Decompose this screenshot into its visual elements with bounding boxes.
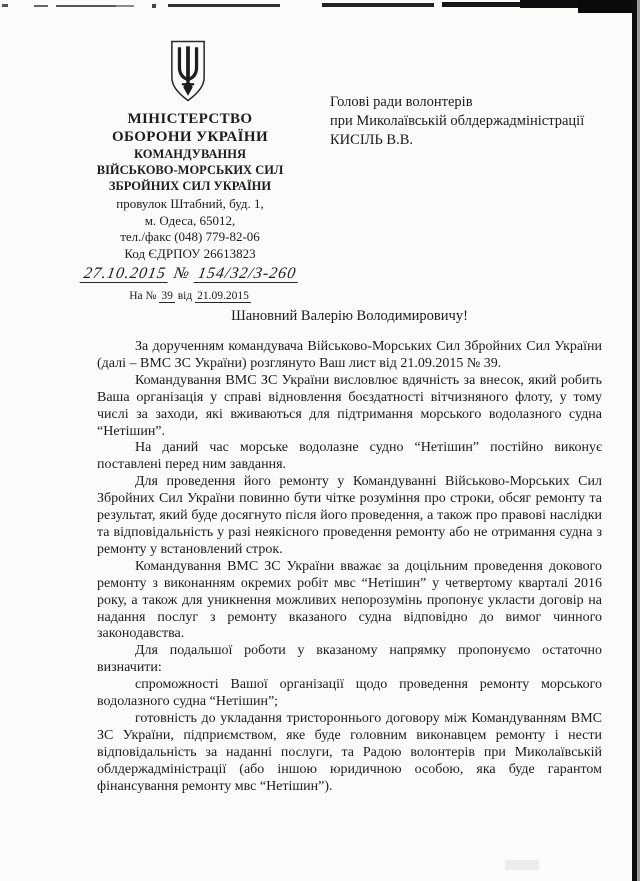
- body-paragraph: Командування ВМС ЗС України висловлює вдячність за внесок, який робить Ваша організація у справі відновлення боєздатності вітчизняного флоту, у тому числі за заходи, які вживаються для підтримання морського водолазного судна “Нетішин”.: [97, 372, 602, 439]
- body-paragraph: За дорученням командувача Військово-Морських Сил Збройних Сил України (далі – ВМС ЗС України) розглянуто Ваш лист від 21.09.2015 № 39.: [97, 339, 602, 371]
- letterhead: [50, 110, 330, 303]
- outgoing-number: 154/32/3-260: [194, 265, 301, 283]
- addressee-line: при Миколаївській облдержадміністрації: [330, 113, 585, 129]
- body-paragraph: Для проведення його ремонту у Командуванні Військово-Морських Сил Збройних Сил України повинно бути чітке розуміння про строки, обсяг ремонту та результат, який буде досягнуто після його проведення, а також про правові наслідки та відповідальність у разі неякісного проведення ремонту або не отримання судна з ремонту у встановлений строк.: [97, 474, 602, 557]
- scan-artifact: [505, 860, 539, 870]
- scan-artifact: [34, 5, 48, 7]
- letterhead-address-line: м. Одеса, 65012,: [144, 212, 236, 228]
- letterhead-address-line: провулок Штабний, буд. 1,: [116, 196, 264, 211]
- scan-artifact: [152, 4, 156, 8]
- command-name-line: ВІЙСЬКОВО-МОРСЬКИХ СИЛ: [96, 163, 284, 177]
- reference-label: На №: [129, 290, 157, 302]
- addressee-line: Голові ради волонтерів: [330, 94, 473, 110]
- scan-artifact: [578, 0, 640, 13]
- salutation: Шановний Валерію Володимировичу!: [231, 308, 468, 324]
- scan-artifact: [442, 2, 522, 7]
- body-paragraph: Для подальшої роботи у вказаному напрямку пропонуємо остаточно визначити:: [97, 643, 602, 676]
- incoming-reference-line: [50, 289, 330, 303]
- body-paragraph: На даний час морське водолазне судно “Нетішин” постійно виконує поставлені перед ним завдання.: [97, 440, 602, 473]
- scan-artifact: [168, 4, 280, 7]
- letterhead-address-line: Код ЄДРПОУ 26613823: [124, 245, 256, 261]
- ministry-name-line: ОБОРОНИ УКРАЇНИ: [111, 129, 269, 145]
- ministry-name-line: МІНІСТЕРСТВО: [127, 111, 253, 127]
- letterhead-address-line: тел./факс (048) 779-82-06: [120, 229, 260, 244]
- reference-number: 39: [161, 290, 173, 302]
- body-paragraph: Командування ВМС ЗС України вважає за доцільним проведення докового ремонту з виконанням окремих робіт мвс “Нетішин” у четвертому кварталі 2016 року, а також для уникнення можливих непорозумінь пропонує укласти договір на надання послуг з ремонту вказаного судна відповідно до вимог чинного законодавства.: [97, 558, 602, 642]
- addressee-name: КИСІЛЬ В.В.: [330, 132, 414, 148]
- reference-of-word: від: [177, 290, 193, 302]
- letter-body: [97, 339, 602, 795]
- body-paragraph: спроможності Вашої організації щодо проведення ремонту морського водолазного судна “Нетішин”;: [97, 677, 602, 710]
- scan-artifact: [322, 3, 434, 7]
- scan-artifact: [116, 5, 134, 7]
- body-paragraph: готовність до укладання тристороннього договору між Командуванням ВМС ЗС України, підприємством, яке буде головним виконавцем ремонту і нести відповідальність за наданні послуги, та Радою волонтерів при Миколаївській облдержадміністрації (або іншою юридичною особою, яка буде гарантом фінансування ремонту мвс “Нетішин”).: [97, 710, 602, 794]
- reference-date: 21.09.2015: [197, 290, 249, 302]
- handwritten-outgoing-number: [48, 264, 331, 284]
- command-name-line: КОМАНДУВАННЯ: [134, 147, 246, 161]
- scan-artifact: [56, 5, 116, 7]
- addressee-block: [330, 93, 584, 150]
- command-name-line: ЗБРОЙНИХ СИЛ УКРАЇНИ: [108, 179, 272, 193]
- number-sign: №: [172, 265, 192, 282]
- outgoing-date: 27.10.2015: [79, 265, 170, 283]
- scan-artifact: [2, 4, 8, 7]
- ukraine-trident-emblem-icon: [169, 38, 207, 104]
